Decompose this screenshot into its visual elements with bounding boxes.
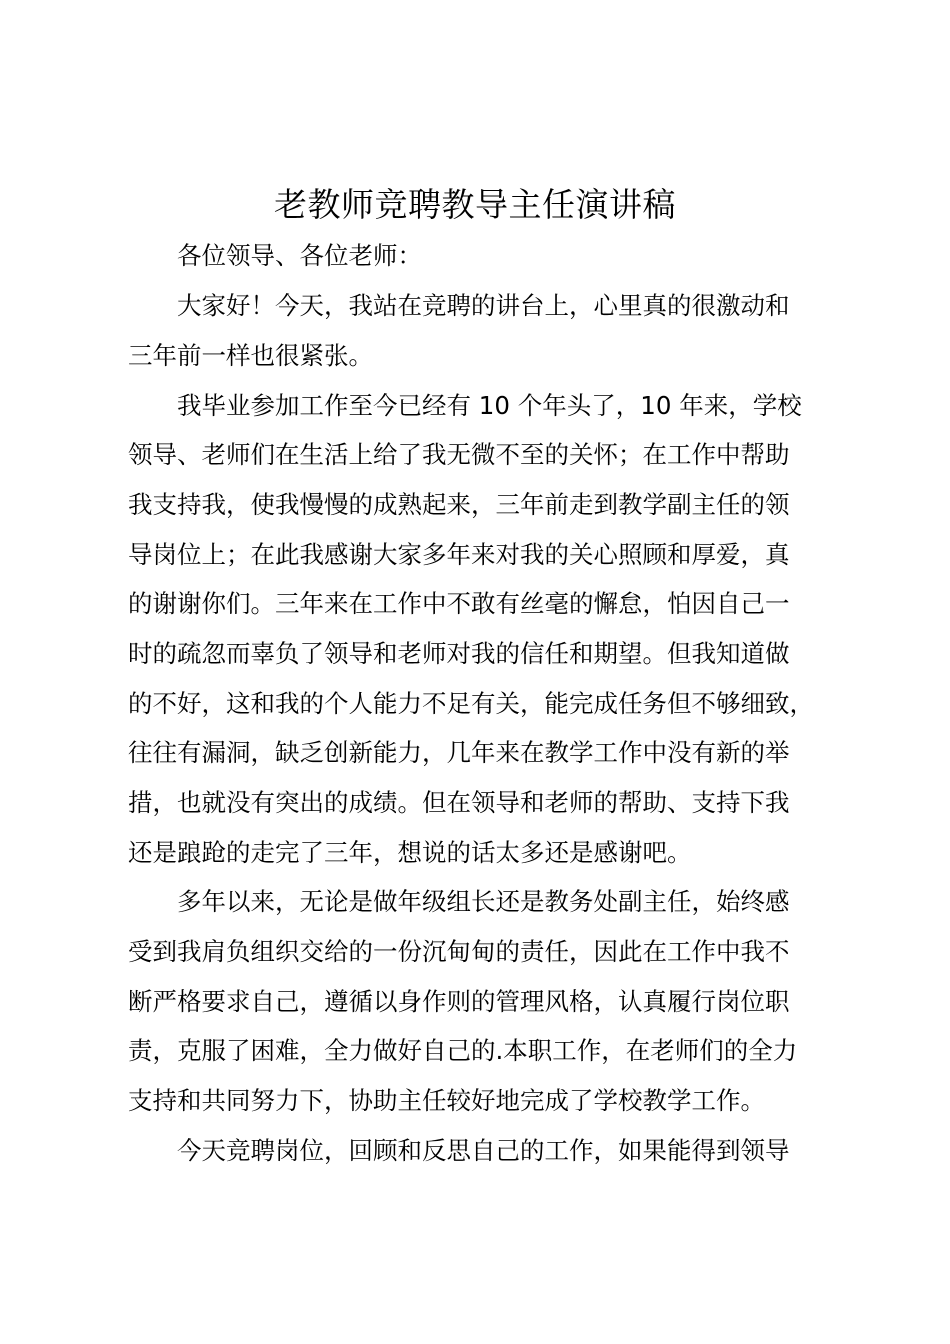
paragraph-line: 我支持我，使我慢慢的成熟起来，三年前走到教学副主任的领 <box>128 490 790 519</box>
paragraph-line: 受到我肩负组织交给的一份沉甸甸的责任，因此在工作中我不 <box>128 937 790 966</box>
paragraph-line: 断严格要求自己，遵循以身作则的管理风格，认真履行岗位职 <box>128 987 790 1016</box>
document-title: 老教师竞聘教导主任演讲稿 <box>274 185 676 224</box>
paragraph-line: 时的疏忽而辜负了领导和老师对我的信任和期望。但我知道做 <box>128 639 790 668</box>
paragraph-line: 的不好，这和我的个人能力不足有关，能完成任务但不够细致， <box>128 689 814 718</box>
paragraph-line: 领导、老师们在生活上给了我无微不至的关怀；在工作中帮助 <box>128 440 790 469</box>
paragraph-line: 三年前一样也很紧张。 <box>128 341 373 370</box>
paragraph-line: 支持和共同努力下，协助主任较好地完成了学校教学工作。 <box>128 1086 765 1115</box>
paragraph-line: 我毕业参加工作至今已经有 10 个年头了，10 年来，学校 <box>177 391 802 420</box>
paragraph-line: 多年以来，无论是做年级组长还是教务处副主任，始终感 <box>177 887 790 916</box>
paragraph-line: 措，也就没有突出的成绩。但在领导和老师的帮助、支持下我 <box>128 788 790 817</box>
paragraph-line: 导岗位上；在此我感谢大家多年来对我的关心照顾和厚爱，真 <box>128 540 790 569</box>
paragraph-line: 大家好！今天，我站在竞聘的讲台上，心里真的很激动和 <box>177 291 790 320</box>
paragraph-line: 还是踉跄的走完了三年，想说的话太多还是感谢吧。 <box>128 838 692 867</box>
paragraph-line: 的谢谢你们。三年来在工作中不敢有丝毫的懈怠，怕因自己一 <box>128 589 790 618</box>
paragraph-line: 责，克服了困难，全力做好自己的.本职工作，在老师们的全力 <box>128 1036 798 1065</box>
paragraph-line: 往往有漏洞，缺乏创新能力，几年来在教学工作中没有新的举 <box>128 738 790 767</box>
salutation-line: 各位领导、各位老师： <box>177 241 422 270</box>
paragraph-line: 今天竞聘岗位，回顾和反思自己的工作，如果能得到领导 <box>177 1136 790 1165</box>
